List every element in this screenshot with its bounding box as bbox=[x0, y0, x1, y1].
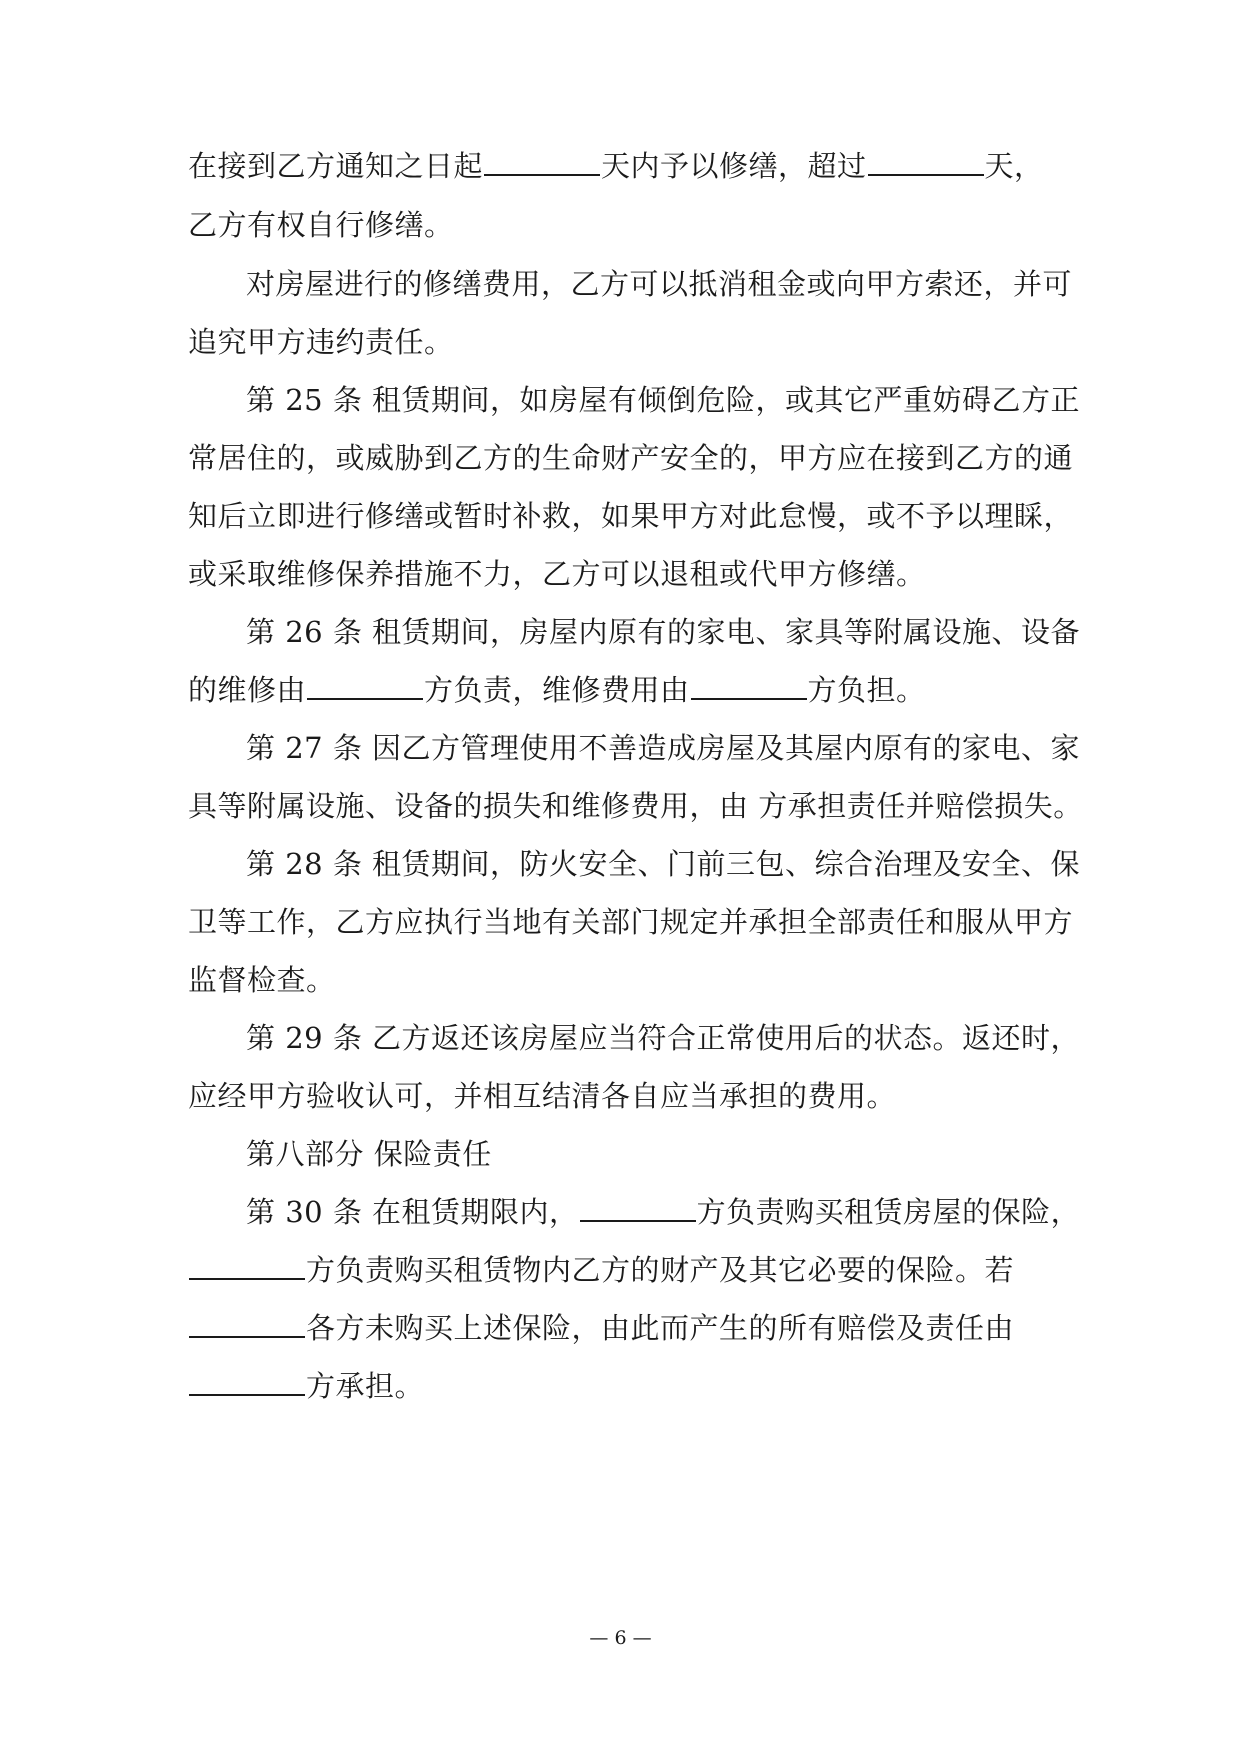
fill-in-blank bbox=[691, 672, 807, 700]
text-line bbox=[246, 1136, 492, 1172]
text-segment: 卫等工作，乙方应执行当地有关部门规定并承担全部责任和服从甲方 bbox=[188, 905, 1074, 939]
text-segment: 方负责购买租赁物内乙方的财产及其它必要的保险。若 bbox=[306, 1253, 1015, 1287]
text-line bbox=[246, 382, 1080, 418]
text-line bbox=[246, 266, 1072, 302]
text-segment: 第八部分 保险责任 bbox=[246, 1137, 492, 1171]
text-line bbox=[246, 614, 1080, 650]
text-segment: 乙方有权自行修缮。 bbox=[188, 208, 454, 242]
text-line bbox=[188, 1252, 1014, 1288]
text-line bbox=[188, 324, 454, 360]
fill-in-blank bbox=[189, 1368, 305, 1396]
fill-in-blank bbox=[189, 1310, 305, 1338]
text-segment: 天内予以修缮，超过 bbox=[601, 149, 867, 183]
fill-in-blank bbox=[307, 672, 423, 700]
fill-in-blank bbox=[189, 1252, 305, 1280]
text-segment: 应经甲方验收认可，并相互结清各自应当承担的费用。 bbox=[188, 1079, 897, 1113]
text-line bbox=[188, 962, 336, 998]
text-segment: 对房屋进行的修缮费用，乙方可以抵消租金或向甲方索还，并可 bbox=[246, 267, 1073, 301]
page-number: — 6 — bbox=[589, 1627, 652, 1649]
fill-in-blank bbox=[484, 148, 600, 176]
text-line bbox=[188, 440, 1073, 476]
text-segment: 具等附属设施、设备的损失和维修费用，由 方承担责任并赔偿损失。 bbox=[188, 789, 1083, 823]
text-line bbox=[188, 148, 1044, 184]
text-line bbox=[246, 1194, 1080, 1230]
text-segment: 方负责购买租赁房屋的保险， bbox=[696, 1195, 1081, 1229]
text-segment: 第 30 条 在租赁期限内， bbox=[246, 1195, 579, 1229]
text-segment: 第 29 条 乙方返还该房屋应当符合正常使用后的状态。返还时， bbox=[246, 1021, 1081, 1055]
text-line bbox=[246, 1020, 1080, 1056]
text-segment: 追究甲方违约责任。 bbox=[188, 325, 454, 359]
text-line bbox=[246, 730, 1080, 766]
text-segment: 天， bbox=[984, 149, 1044, 183]
text-segment: 知后立即进行修缮或暂时补救，如果甲方对此怠慢，或不予以理睬， bbox=[188, 499, 1074, 533]
text-segment: 方负责，维修费用由 bbox=[424, 673, 690, 707]
text-segment: 各方未购买上述保险，由此而产生的所有赔偿及责任由 bbox=[306, 1311, 1015, 1345]
text-line bbox=[188, 788, 1083, 824]
text-segment: 常居住的，或威胁到乙方的生命财产安全的，甲方应在接到乙方的通 bbox=[188, 441, 1074, 475]
text-segment: 在接到乙方通知之日起 bbox=[188, 149, 484, 183]
text-line bbox=[188, 1310, 1014, 1346]
fill-in-blank bbox=[868, 148, 984, 176]
text-segment: 第 25 条 租赁期间，如房屋有倾倒危险，或其它严重妨碍乙方正 bbox=[246, 383, 1081, 417]
text-segment: 第 27 条 因乙方管理使用不善造成房屋及其屋内原有的家电、家 bbox=[246, 731, 1081, 765]
text-line bbox=[188, 1368, 424, 1404]
text-line bbox=[188, 498, 1073, 534]
text-segment: 的维修由 bbox=[188, 673, 307, 707]
text-line bbox=[188, 672, 926, 708]
fill-in-blank bbox=[580, 1194, 696, 1222]
text-line bbox=[246, 846, 1080, 882]
text-segment: 第 28 条 租赁期间，防火安全、门前三包、综合治理及安全、保 bbox=[246, 847, 1081, 881]
text-segment: 方承担。 bbox=[306, 1369, 425, 1403]
text-segment: 监督检查。 bbox=[188, 963, 336, 997]
text-line bbox=[188, 904, 1073, 940]
text-line bbox=[188, 556, 926, 592]
text-segment: 方负担。 bbox=[807, 673, 926, 707]
text-segment: 或采取维修保养措施不力，乙方可以退租或代甲方修缮。 bbox=[188, 557, 926, 591]
text-line bbox=[188, 1078, 896, 1114]
text-segment: 第 26 条 租赁期间，房屋内原有的家电、家具等附属设施、设备 bbox=[246, 615, 1081, 649]
text-line bbox=[188, 207, 454, 243]
